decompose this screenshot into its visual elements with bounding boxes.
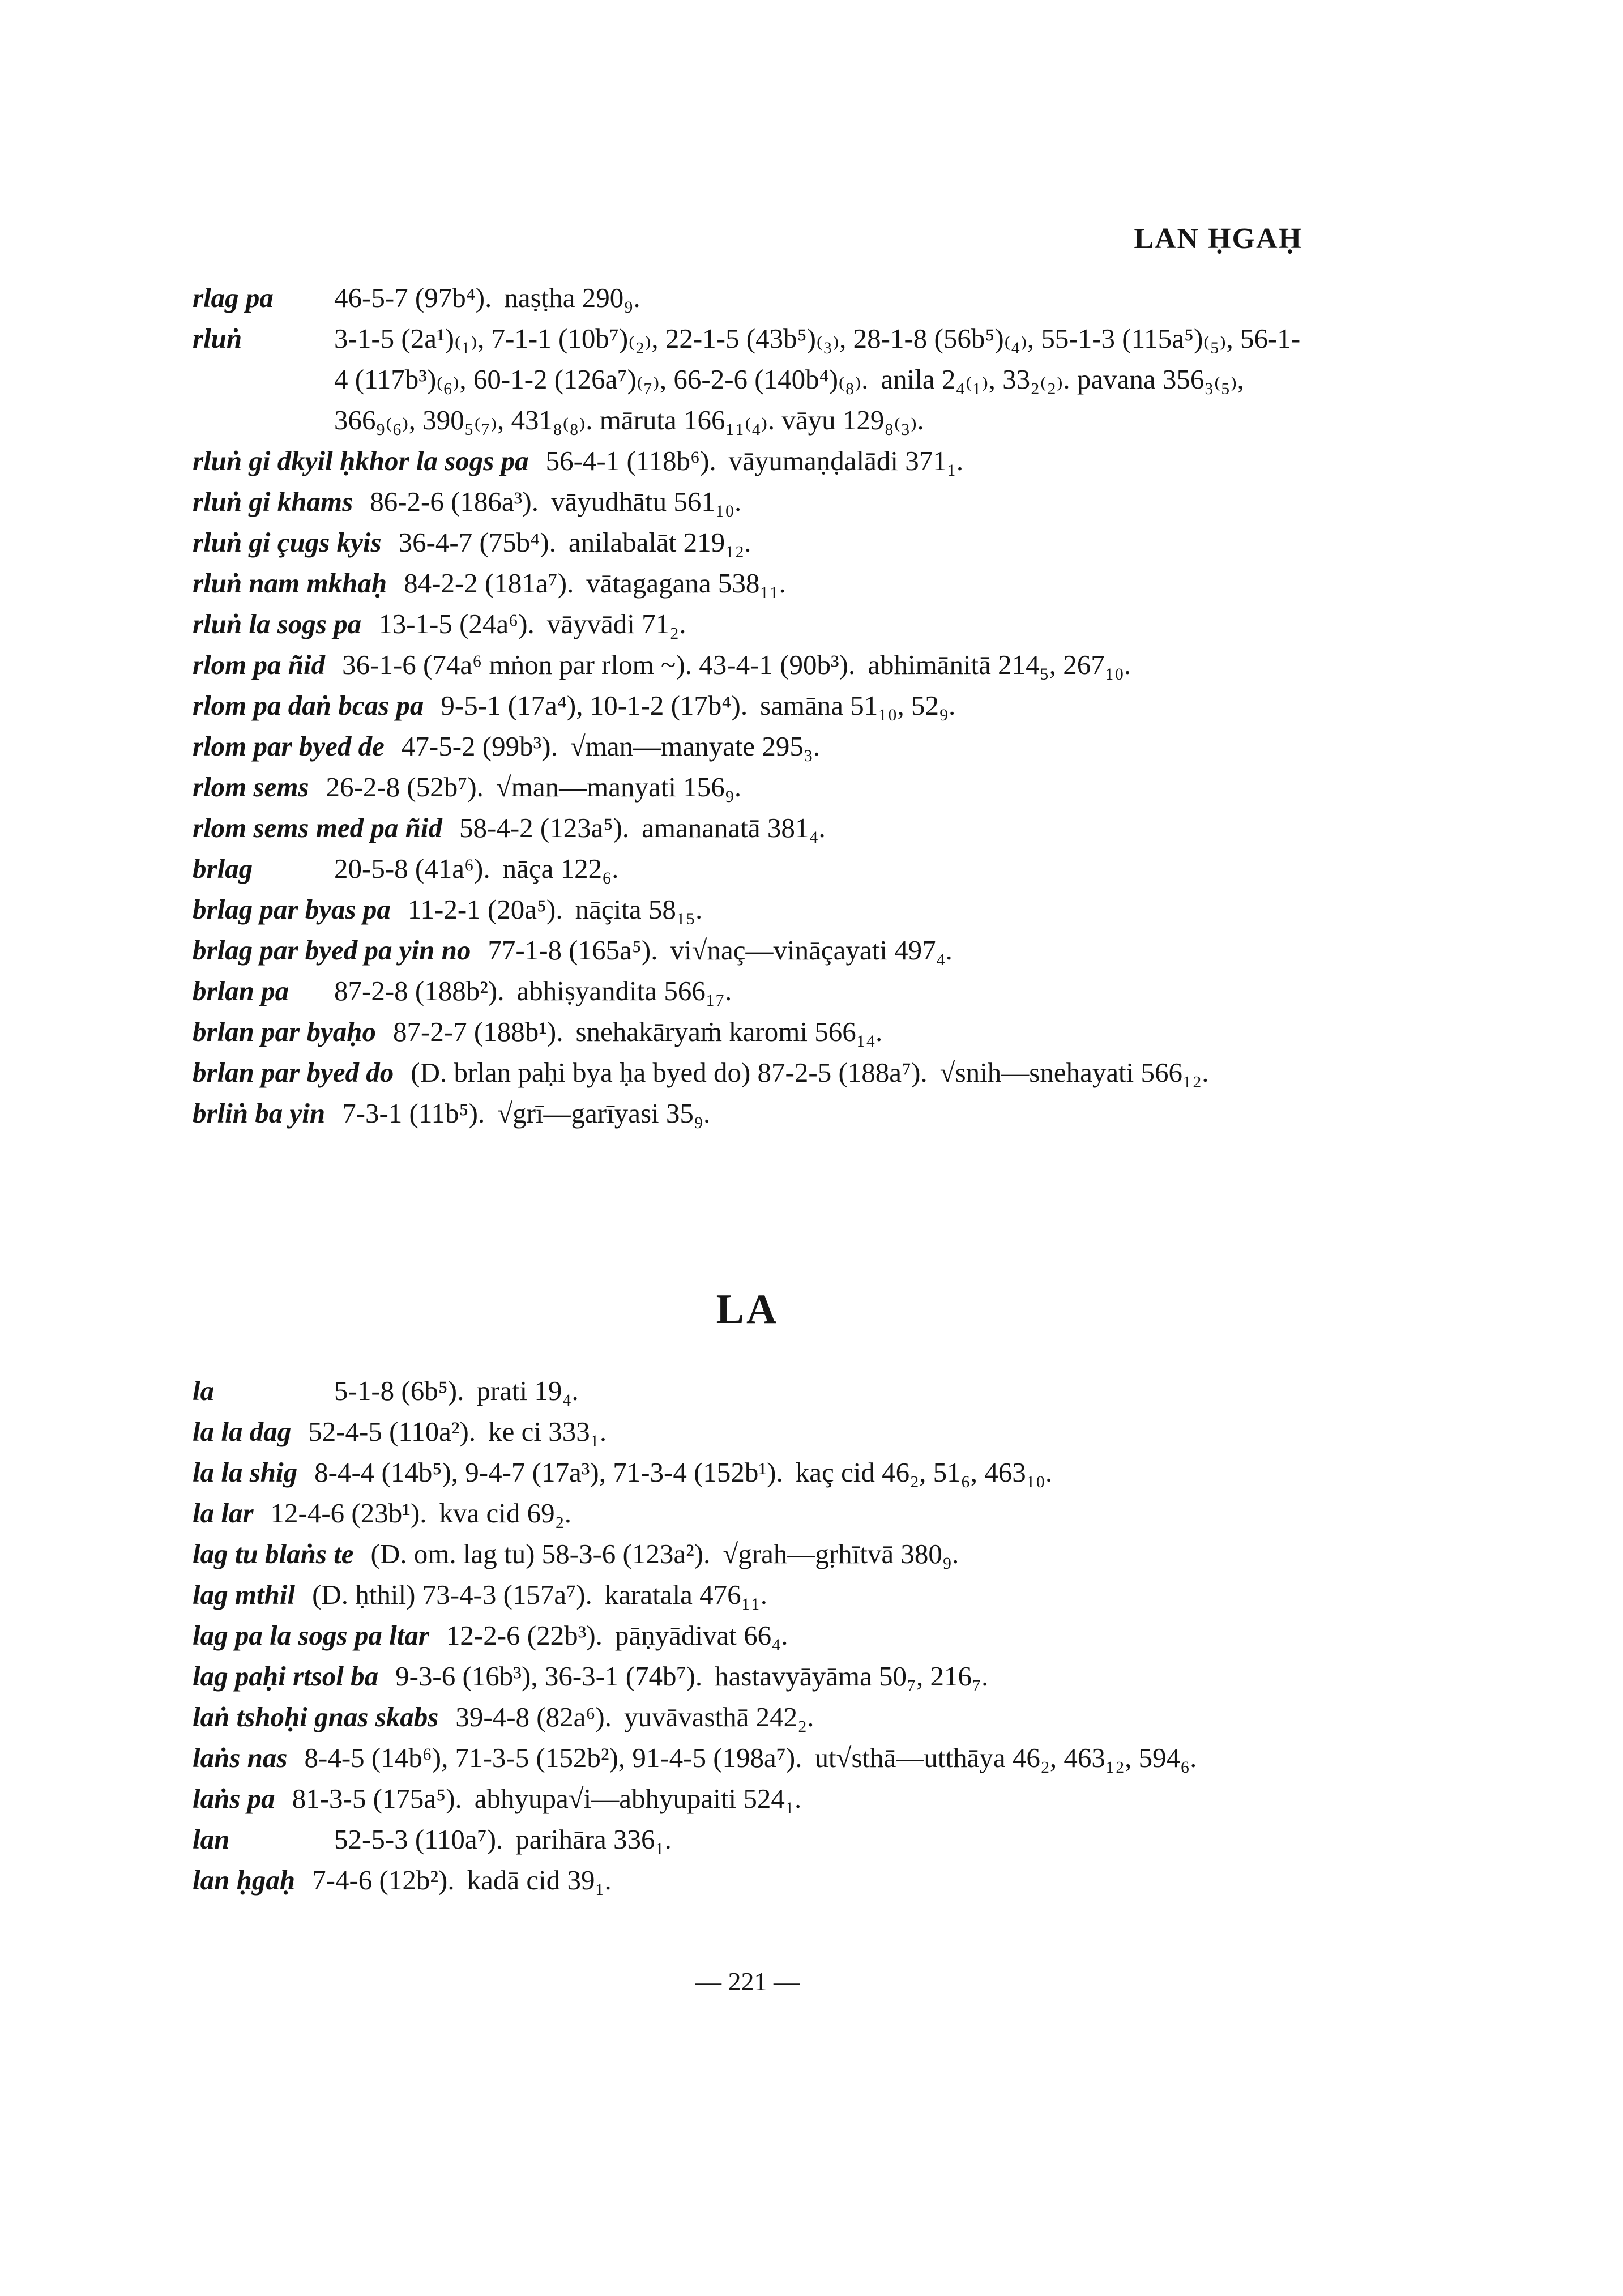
- entry-references: 13-1-5 (24a⁶).: [378, 608, 535, 639]
- entry-headword: la lar: [193, 1497, 254, 1529]
- dictionary-entry: [193, 1656, 1302, 1697]
- entry-headword: brlag: [193, 853, 253, 884]
- entries-l-section: [193, 1371, 1302, 1901]
- dictionary-entry: [193, 441, 1302, 481]
- dictionary-entry: [193, 1052, 1302, 1093]
- section-heading-la: LA: [716, 1286, 779, 1333]
- dictionary-entry: [193, 1493, 1302, 1534]
- entry-references: 12-2-6 (22b³).: [446, 1620, 603, 1651]
- entry-references: 11-2-1 (20a⁵).: [407, 894, 563, 925]
- entry-sanskrit-equivalent: kaç cid 46₂, 51₆, 463₁₀.: [795, 1457, 1053, 1488]
- entry-references: 84-2-2 (181a⁷).: [404, 567, 574, 599]
- entry-headword: brlan pa: [193, 975, 289, 1006]
- dictionary-entry: [193, 1697, 1302, 1738]
- entry-references: 87-2-7 (188b¹).: [393, 1016, 563, 1047]
- entry-sanskrit-equivalent: kva cid 69₂.: [439, 1497, 571, 1529]
- dictionary-entry: [193, 1093, 1302, 1134]
- entry-sanskrit-equivalent: abhiṣyandita 566₁₇.: [516, 975, 732, 1006]
- entry-sanskrit-equivalent: ke ci 333₁.: [488, 1416, 607, 1447]
- entry-references: 26-2-8 (52b⁷).: [326, 771, 484, 803]
- dictionary-entry: [193, 808, 1302, 848]
- entry-sanskrit-equivalent: √snih—snehayati 566₁₂.: [939, 1057, 1209, 1088]
- entry-sanskrit-equivalent: √man—manyate 295₃.: [570, 731, 821, 762]
- page-number: — 221 —: [695, 1967, 800, 1996]
- dictionary-entry: [193, 604, 1302, 645]
- entry-references: 81-3-5 (175a⁵).: [292, 1783, 462, 1814]
- dictionary-entry: [193, 971, 1302, 1012]
- entry-sanskrit-equivalent: kadā cid 39₁.: [467, 1864, 612, 1896]
- entry-sanskrit-equivalent: vi√naç—vināçayati 497₄.: [670, 934, 953, 966]
- entry-sanskrit-equivalent: abhyupa√i—abhyupaiti 524₁.: [474, 1783, 802, 1814]
- entries-r-section: [193, 278, 1302, 1134]
- entry-references: 86-2-6 (186a³).: [370, 486, 539, 517]
- entry-sanskrit-equivalent: nāçita 58₁₅.: [575, 894, 703, 925]
- dictionary-entry: [193, 685, 1302, 726]
- entry-sanskrit-equivalent: snehakāryaṁ karomi 566₁₄.: [575, 1016, 883, 1047]
- entry-headword: laṅs pa: [193, 1783, 275, 1814]
- entry-headword: rluṅ gi çugs kyis: [193, 527, 382, 558]
- entry-references: 77-1-8 (165a⁵).: [488, 934, 658, 966]
- entry-sanskrit-equivalent: anila 2₄₍₁₎, 33₂₍₂₎. pavana 356₃₍₅₎, 366₉₍₆₎, 390₅₍₇₎, 431₈₍₈₎. māruta 166₁₁₍₄₎. vāyu 129₈₍₃₎.: [334, 364, 1244, 436]
- entry-headword: rluṅ la sogs pa: [193, 608, 362, 639]
- entry-references: 12-4-6 (23b¹).: [270, 1497, 427, 1529]
- entry-headword: rlom par byed de: [193, 731, 385, 762]
- entry-headword: lag paḥi rtsol ba: [193, 1661, 379, 1692]
- entry-sanskrit-equivalent: karatala 476₁₁.: [604, 1579, 768, 1610]
- entry-headword: rlom sems: [193, 771, 309, 803]
- entry-headword: la: [193, 1375, 215, 1406]
- entry-references: 47-5-2 (99b³).: [401, 731, 558, 762]
- entry-references: 39-4-8 (82a⁶).: [455, 1701, 612, 1732]
- entry-references: 9-5-1 (17a⁴), 10-1-2 (17b⁴).: [441, 690, 748, 721]
- entry-references: 58-4-2 (123a⁵).: [459, 812, 630, 843]
- entry-references: (D. brlan paḥi bya ḥa byed do) 87-2-5 (188a⁷).: [411, 1057, 928, 1088]
- entry-references: 9-3-6 (16b³), 36-3-1 (74b⁷).: [395, 1661, 703, 1692]
- entry-sanskrit-equivalent: √grah—gṛhītvā 380₉.: [723, 1538, 959, 1569]
- dictionary-entry: [193, 726, 1302, 767]
- dictionary-entry: [193, 481, 1302, 522]
- dictionary-entry: [193, 889, 1302, 930]
- entry-references: 52-4-5 (110a²).: [308, 1416, 476, 1447]
- entry-references: 52-5-3 (110a⁷).: [334, 1824, 503, 1855]
- dictionary-entry: [193, 278, 1302, 318]
- entry-headword: brlag par byed pa yin no: [193, 934, 471, 966]
- entry-headword: brlan par byaḥo: [193, 1016, 377, 1047]
- entry-references: 7-3-1 (11b⁵).: [342, 1098, 485, 1129]
- entry-sanskrit-equivalent: √grī—garīyasi 35₉.: [497, 1098, 711, 1129]
- entry-sanskrit-equivalent: abhimānitā 214₅, 267₁₀.: [868, 649, 1131, 680]
- entry-sanskrit-equivalent: nāça 122₆.: [502, 853, 619, 884]
- entry-headword: laṅ tshoḥi gnas skabs: [193, 1701, 439, 1732]
- dictionary-entry: [193, 1819, 1302, 1860]
- entry-references: (D. om. lag tu) 58-3-6 (123a²).: [370, 1538, 711, 1569]
- entry-headword: rlom pa daṅ bcas pa: [193, 690, 424, 721]
- entry-sanskrit-equivalent: amananatā 381₄.: [642, 812, 826, 843]
- entry-sanskrit-equivalent: √man—manyati 156₉.: [496, 771, 742, 803]
- entry-headword: rlag pa: [193, 282, 274, 313]
- dictionary-entry: [193, 1778, 1302, 1819]
- entry-headword: brlan par byed do: [193, 1057, 394, 1088]
- entry-references: 8-4-5 (14b⁶), 71-3-5 (152b²), 91-4-5 (198a⁷).: [304, 1742, 802, 1773]
- entry-headword: rluṅ nam mkhaḥ: [193, 567, 387, 599]
- dictionary-entry: [193, 645, 1302, 685]
- dictionary-entry: [193, 1012, 1302, 1052]
- dictionary-entry: [193, 1371, 1302, 1411]
- entry-references: 36-1-6 (74a⁶ mṅon par rlom ~). 43-4-1 (90b³).: [342, 649, 856, 680]
- entry-sanskrit-equivalent: samāna 51₁₀, 52₉.: [760, 690, 956, 721]
- entry-sanskrit-equivalent: parihāra 336₁.: [515, 1824, 672, 1855]
- entry-sanskrit-equivalent: yuvāvasthā 242₂.: [623, 1701, 814, 1732]
- dictionary-entry: [193, 522, 1302, 563]
- entry-references: (D. ḥthil) 73-4-3 (157a⁷).: [312, 1579, 592, 1610]
- dictionary-entry: [193, 1860, 1302, 1901]
- entry-headword: rluṅ gi dkyil ḥkhor la sogs pa: [193, 445, 529, 476]
- dictionary-entry: [193, 848, 1302, 889]
- entry-sanskrit-equivalent: hastavyāyāma 50₇, 216₇.: [715, 1661, 989, 1692]
- entry-references: 46-5-7 (97b⁴).: [334, 282, 492, 313]
- entry-sanskrit-equivalent: naṣṭha 290₉.: [504, 282, 640, 313]
- dictionary-entry: [193, 1574, 1302, 1615]
- dictionary-entry: [193, 1615, 1302, 1656]
- entry-headword: lag mthil: [193, 1579, 296, 1610]
- entry-headword: rluṅ gi khams: [193, 486, 353, 517]
- dictionary-entry: [193, 318, 1302, 441]
- entry-sanskrit-equivalent: pāṇyādivat 66₄.: [614, 1620, 788, 1651]
- dictionary-entry: [193, 767, 1302, 808]
- entry-headword: brlag par byas pa: [193, 894, 391, 925]
- entry-headword: laṅs nas: [193, 1742, 288, 1773]
- entry-references: 7-4-6 (12b²).: [312, 1864, 455, 1896]
- entry-references: 36-4-7 (75b⁴).: [398, 527, 556, 558]
- entry-references: 8-4-4 (14b⁵), 9-4-7 (17a³), 71-3-4 (152b¹).: [314, 1457, 783, 1488]
- entry-references: 56-4-1 (118b⁶).: [545, 445, 716, 476]
- entry-headword: la la shig: [193, 1457, 298, 1488]
- entry-headword: rlom pa ñid: [193, 649, 326, 680]
- dictionary-entry: [193, 563, 1302, 604]
- dictionary-entry: [193, 1534, 1302, 1574]
- entry-sanskrit-equivalent: prati 19₄.: [476, 1375, 579, 1406]
- entry-references: 3-1-5 (2a¹)₍₁₎, 7-1-1 (10b⁷)₍₂₎, 22-1-5 (43b⁵)₍₃₎, 28-1-8 (56b⁵)₍₄₎, 55-1-3 (115a⁵)₍₅₎, 56-1-4 (117b³)₍₆₎, 60-1-2 (126a⁷)₍₇₎, 66-2-6 (140b⁴)₍₈₎.: [334, 323, 1301, 395]
- entry-headword: lan: [193, 1824, 230, 1855]
- entry-headword: brliṅ ba yin: [193, 1098, 326, 1129]
- entry-headword: la la dag: [193, 1416, 292, 1447]
- running-head: LAN ḤGAḤ: [1134, 223, 1302, 255]
- entry-headword: lan ḥgaḥ: [193, 1864, 296, 1896]
- entry-sanskrit-equivalent: vāyudhātu 561₁₀.: [550, 486, 742, 517]
- entry-headword: lag pa la sogs pa ltar: [193, 1620, 429, 1651]
- entry-sanskrit-equivalent: vātagagana 538₁₁.: [586, 567, 786, 599]
- entry-sanskrit-equivalent: vāyvādi 71₂.: [546, 608, 686, 639]
- entry-sanskrit-equivalent: vāyumaṇḍalādi 371₁.: [728, 445, 964, 476]
- entry-references: 5-1-8 (6b⁵).: [334, 1375, 464, 1406]
- entry-headword: rluṅ: [193, 323, 242, 354]
- dictionary-entry: [193, 930, 1302, 971]
- dictionary-entry: [193, 1411, 1302, 1452]
- entry-references: 87-2-8 (188b²).: [334, 975, 505, 1006]
- dictionary-entry: [193, 1452, 1302, 1493]
- dictionary-entry: [193, 1738, 1302, 1778]
- entry-headword: lag tu blaṅs te: [193, 1538, 354, 1569]
- entry-references: 20-5-8 (41a⁶).: [334, 853, 490, 884]
- entry-sanskrit-equivalent: ut√sthā—utthāya 46₂, 463₁₂, 594₆.: [814, 1742, 1197, 1773]
- entry-sanskrit-equivalent: anilabalāt 219₁₂.: [568, 527, 751, 558]
- entry-headword: rlom sems med pa ñid: [193, 812, 443, 843]
